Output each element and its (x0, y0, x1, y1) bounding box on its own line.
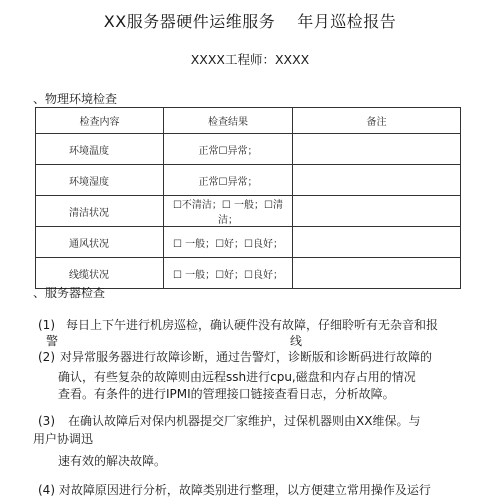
row-item: 清洁状况 (36, 196, 164, 227)
p1-line2-start: 警 (46, 334, 59, 348)
row-item: 环境湿度 (36, 165, 164, 196)
p3-line2: 用户协调迅 (33, 432, 94, 446)
header-check-result: 检查结果 (164, 108, 293, 134)
row-item: 通风状况 (36, 227, 164, 258)
row-item: 线缆状况 (36, 258, 164, 289)
row-result: 正常☐异常； (164, 134, 293, 165)
title-report-name: 年月巡检报告 (297, 12, 397, 31)
row-remark (293, 258, 461, 289)
row-result: ☐ 一般；☐好；☐良好； (164, 227, 293, 258)
p1-line2-end: 线 (290, 334, 303, 348)
p2-line3: 查看。有条件的进行IPMI的管理接口链接查看日志，分析故障。 (58, 387, 395, 401)
engineer-line: XXXX工程师：XXXX (190, 52, 310, 67)
header-check-item: 检查内容 (36, 108, 164, 134)
p2-number: (2) (38, 350, 55, 364)
section-physical-environment: 、物理环境检查 (33, 92, 118, 106)
p3-line3: 速有效的解决故障。 (58, 454, 167, 468)
p1-number: (1) (38, 318, 55, 332)
table-header-row (36, 108, 461, 134)
p1-line1: 每日上下午进行机房巡检，确认硬件没有故障，仔细聆听有无杂音和报 (66, 318, 439, 332)
row-remark (293, 134, 461, 165)
row-result: ☐不清洁；☐ 一般；☐清洁； (164, 196, 293, 227)
title-service-name: XX服务器硬件运维服务 (103, 12, 276, 31)
report-title (0, 9, 500, 32)
p2-line1: 对异常服务器进行故障诊断，通过告警灯，诊断版和诊断码进行故障的 (60, 350, 433, 364)
p3-number: (3) (38, 414, 55, 428)
table-row (36, 227, 461, 258)
environment-check-table (35, 107, 461, 289)
row-result: ☐ 一般；☐好；☐良好； (164, 258, 293, 289)
p2-line2: 确认，有些复杂的故障则由远程ssh进行cpu,磁盘和内存占用的情况 (58, 370, 416, 384)
table-row (36, 196, 461, 227)
row-item: 环境温度 (36, 134, 164, 165)
row-remark (293, 165, 461, 196)
header-remark: 备注 (293, 108, 461, 134)
row-remark (293, 196, 461, 227)
table-row (36, 134, 461, 165)
table-row (36, 165, 461, 196)
section-server-check: 、服务器检查 (33, 286, 106, 300)
p3-line1: 在确认故障后对保内机器提交厂家维护，过保机器则由XX维保。与 (68, 414, 421, 428)
row-remark (293, 227, 461, 258)
p4-line1: (4) 对故障原因进行分析，故障类别进行整理，以方便建立常用操作及运行 (38, 483, 431, 497)
row-result: 正常☐异常； (164, 165, 293, 196)
